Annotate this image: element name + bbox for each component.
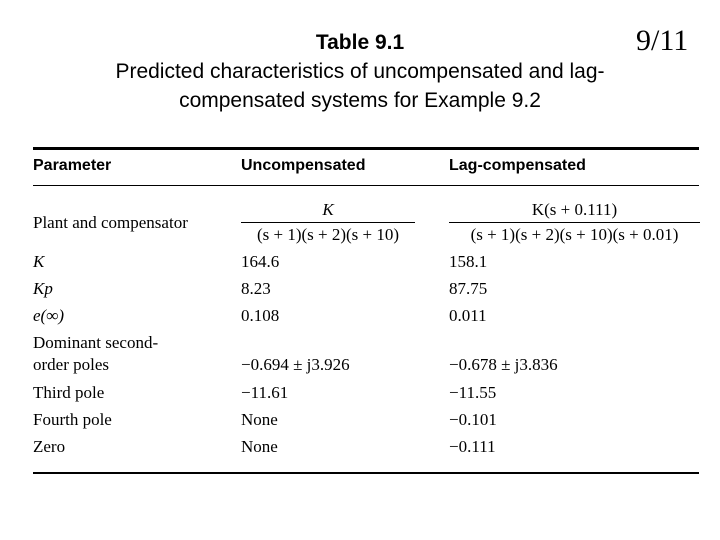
- lag-denominator: (s + 1)(s + 2)(s + 10)(s + 0.01): [470, 225, 679, 244]
- lag-fourth-pole: −0.101: [449, 410, 497, 429]
- uncomp-steady-state-error: 0.108: [241, 306, 280, 325]
- header-uncompensated: Uncompensated: [241, 157, 366, 174]
- table-bottom-rule: [33, 472, 699, 474]
- row-label-steady-state-error: e(∞): [33, 306, 64, 325]
- uncomp-denominator: (s + 1)(s + 2)(s + 10): [256, 225, 400, 244]
- slide-number: 9/11: [636, 24, 689, 57]
- uncomp-k: 164.6: [241, 252, 280, 271]
- lag-dominant-poles: −0.678 ± j3.836: [449, 355, 558, 374]
- table-header-rule: [33, 185, 699, 186]
- uncomp-fourth-pole: None: [241, 410, 278, 429]
- uncomp-transfer-function: [241, 200, 415, 245]
- lag-k: 158.1: [449, 252, 488, 271]
- table-description-line1: Predicted characteristics of uncompensated and lag-: [115, 60, 605, 83]
- row-label-plant: Plant and compensator: [33, 213, 188, 232]
- uncomp-zero: None: [241, 437, 278, 456]
- uncomp-third-pole: −11.61: [241, 383, 289, 402]
- table-caption: Table 9.1: [315, 31, 405, 54]
- row-label-third-pole: Third pole: [33, 383, 105, 402]
- lag-steady-state-error: 0.011: [449, 306, 487, 325]
- lag-transfer-function: [449, 200, 700, 245]
- row-label-dominant-poles-line2: order poles: [33, 355, 110, 374]
- lag-kp: 87.75: [449, 279, 488, 298]
- header-parameter: Parameter: [33, 157, 112, 174]
- header-lag-compensated: Lag-compensated: [449, 157, 586, 174]
- table-description-line2: compensated systems for Example 9.2: [179, 89, 541, 112]
- lag-numerator: K(s + 0.111): [531, 200, 618, 219]
- row-label-fourth-pole: Fourth pole: [33, 410, 112, 429]
- lag-zero: −0.111: [449, 437, 496, 456]
- row-label-zero: Zero: [33, 437, 66, 456]
- row-label-dominant-poles-line1: Dominant second-: [33, 333, 159, 352]
- fraction-bar: [241, 222, 415, 223]
- slide-title: [40, 28, 680, 115]
- uncomp-numerator: K: [322, 200, 334, 219]
- uncomp-dominant-poles: −0.694 ± j3.926: [241, 355, 350, 374]
- fraction-bar: [449, 222, 700, 223]
- uncomp-kp: 8.23: [241, 279, 271, 298]
- table-top-rule: [33, 147, 699, 150]
- row-label-kp: Kp: [33, 279, 53, 298]
- row-label-k: K: [33, 252, 45, 271]
- lag-third-pole: −11.55: [449, 383, 497, 402]
